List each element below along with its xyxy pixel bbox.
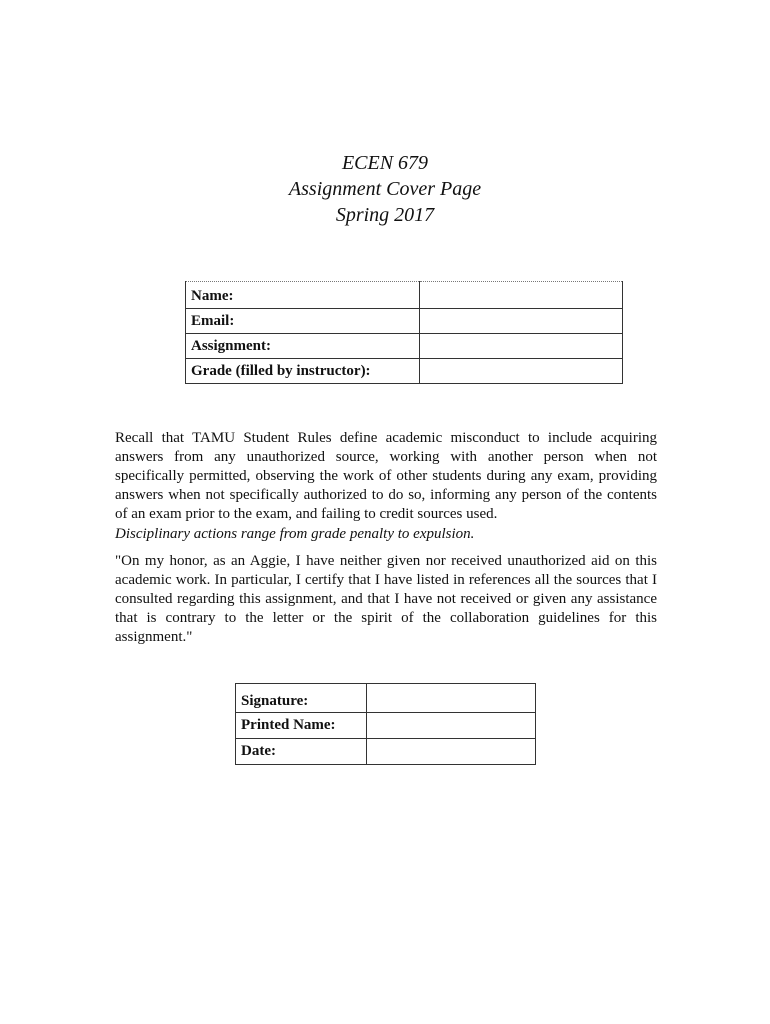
- term-label: Spring 2017: [335, 204, 435, 226]
- assignment-label: Assignment:: [186, 334, 420, 359]
- document-title: Assignment Cover Page: [288, 178, 482, 200]
- date-field[interactable]: [366, 739, 535, 765]
- table-row: [186, 282, 623, 309]
- honor-code-paragraph: "On my honor, as an Aggie, I have neither given nor received unauthorized aid on this academic work. In particular, I certify that I have listed in references all the sources that I consulted regarding this assignment, and that I have not received or given any assistance that is contrary to the letter or the spirit of the collaboration guidelines for this assignment.": [115, 553, 657, 645]
- table-row: [236, 739, 536, 765]
- name-field[interactable]: [419, 282, 622, 309]
- printed-name-label: Printed Name:: [236, 713, 367, 739]
- email-label: Email:: [186, 309, 420, 334]
- table-row: [186, 309, 623, 334]
- title-block: [0, 150, 770, 228]
- table-row: [186, 334, 623, 359]
- grade-field[interactable]: [419, 359, 622, 384]
- table-row: [236, 684, 536, 713]
- date-label: Date:: [236, 739, 367, 765]
- misconduct-rules-paragraph: Recall that TAMU Student Rules define academic misconduct to include acquiring answers from any unauthorized source, working with another person when not specifically permitted, observing the work of other students during any exam, providing answers when not specifically authorized to do so, informing any person of the contents of an exam prior to the exam, and failing to credit sources used.: [115, 430, 657, 522]
- assignment-field[interactable]: [419, 334, 622, 359]
- name-label: Name:: [186, 282, 420, 309]
- student-info-table: [185, 281, 623, 384]
- signature-field[interactable]: [366, 684, 535, 713]
- table-row: [236, 713, 536, 739]
- signature-label: Signature:: [236, 684, 367, 713]
- table-row: [186, 359, 623, 384]
- printed-name-field[interactable]: [366, 713, 535, 739]
- signature-table: [235, 683, 536, 765]
- course-title: ECEN 679: [341, 152, 429, 174]
- email-field[interactable]: [419, 309, 622, 334]
- grade-label: Grade (filled by instructor):: [186, 359, 420, 384]
- penalty-statement: Disciplinary actions range from grade penalty to expulsion.: [115, 526, 475, 542]
